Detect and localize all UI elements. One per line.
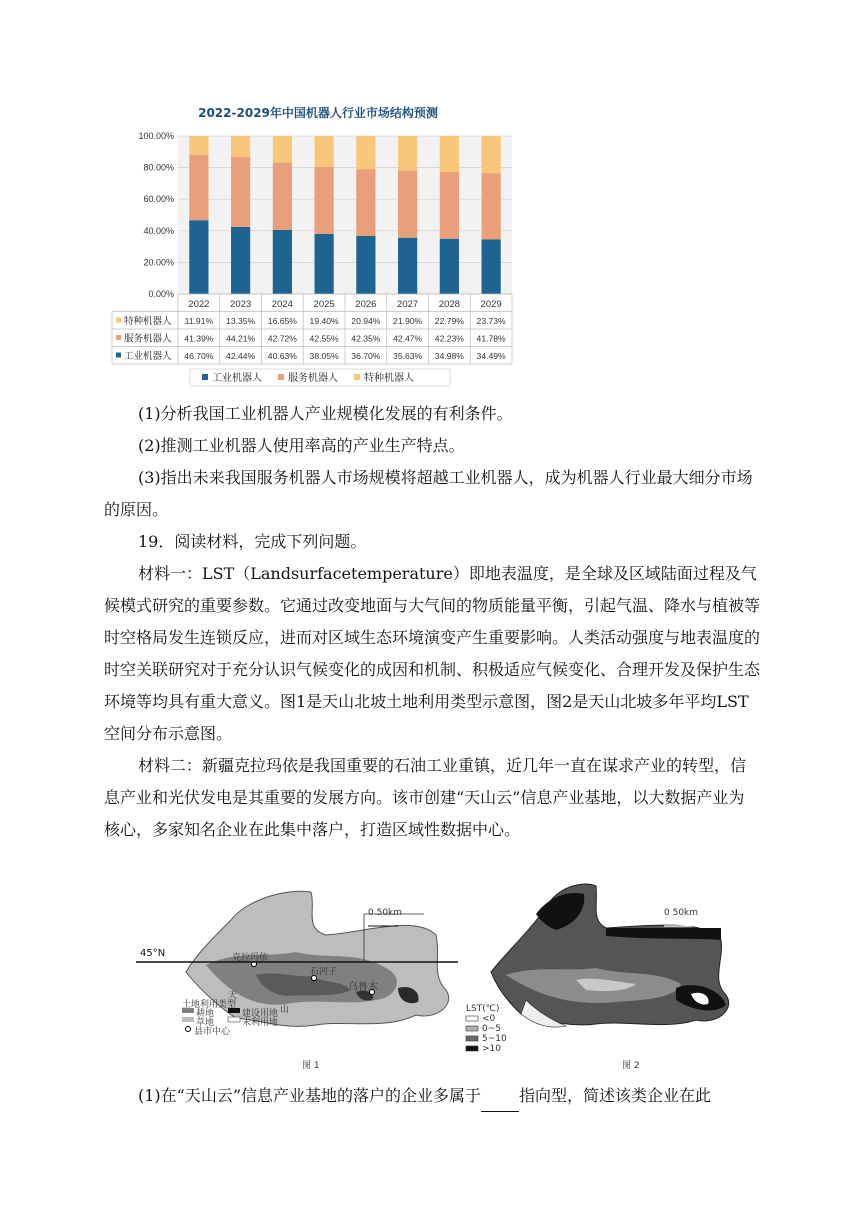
bar-service-2028	[440, 172, 459, 239]
lst-legend-swatch-4	[466, 1046, 478, 1051]
table-series-label: 特种机器人	[124, 316, 172, 327]
fig1-legend-unused: 未利用地	[242, 1018, 279, 1028]
data-label: 20.94%	[351, 316, 381, 326]
question-18-2: (2)推测工业机器人使用率高的产业生产特点。	[138, 436, 465, 455]
table-series-label: 服务机器人	[124, 333, 172, 345]
fig1-place-karamay: 克拉玛依	[232, 953, 269, 963]
x-tick-label: 2027	[397, 299, 419, 310]
chart-title: 2022-2029年中国机器人行业市场结构预测	[198, 106, 438, 120]
data-label: 46.70%	[184, 351, 214, 361]
lst-legend-swatch-2	[466, 1026, 478, 1031]
data-label: 11.91%	[184, 316, 214, 326]
bar-industrial-2022	[189, 220, 208, 294]
bar-service-2029	[482, 173, 501, 239]
legend-swatch	[354, 374, 360, 380]
table-legend-key	[116, 318, 121, 323]
data-label: 13.35%	[226, 316, 256, 326]
data-label: 21.90%	[393, 316, 423, 326]
bar-service-2024	[273, 162, 292, 229]
maps-svg	[136, 880, 756, 1070]
question-19-1-text-a: (1)在“天山云”信息产业基地的落户的企业多属于	[138, 1086, 482, 1105]
fig2-caption: 图 2	[622, 1061, 640, 1071]
bar-industrial-2028	[440, 239, 459, 294]
lst-legend-swatch-3	[466, 1036, 478, 1041]
fig2-scale-label: 0 50km	[664, 908, 699, 918]
bar-service-2023	[231, 157, 250, 227]
material-two: 材料二：新疆克拉玛依是我国重要的石油工业重镇，近几年一直在谋求产业的转型，信息产业和光伏发电是其重要的发展方向。该市创建“天山云”信息产业基地，以大数据产业为核心，多家知名企业在此集中落户，打造区域性数据中心。	[104, 756, 747, 839]
question-18-3: (3)指出未来我国服务机器人市场规模将超越工业机器人，成为机器人行业最大细分市场的原因。	[104, 468, 753, 519]
y-tick-label: 20.00%	[143, 257, 174, 268]
fig1-place-urumqi: 乌鲁木	[348, 982, 378, 993]
data-label: 42.47%	[393, 333, 423, 344]
fig1-caption: 图 1	[302, 1061, 320, 1071]
data-label: 35.63%	[393, 351, 423, 361]
data-label: 22.79%	[434, 316, 464, 326]
fig1-place-shan: 山	[280, 1005, 290, 1015]
y-tick-label: 100.00%	[138, 131, 174, 141]
bar-service-2027	[398, 171, 417, 238]
table-legend-key	[116, 353, 121, 358]
x-tick-label: 2025	[313, 299, 335, 310]
x-tick-label: 2028	[438, 299, 460, 310]
fig1-legend-cropland: 耕地	[196, 1009, 215, 1019]
lst-legend-swatch-1	[466, 1016, 478, 1021]
data-label: 36.70%	[351, 351, 381, 361]
fig2-legend-5-10: 5~10	[482, 1034, 507, 1044]
question-18-1: (1)分析我国工业机器人产业规模化发展的有利条件。	[138, 404, 513, 423]
y-tick-label: 80.00%	[143, 162, 174, 173]
bar-special-2029	[482, 136, 501, 173]
y-tick-label: 60.00%	[143, 194, 174, 205]
fig2-legend-0-5: 0~5	[482, 1024, 501, 1034]
data-label: 42.44%	[226, 351, 256, 361]
legend-label: 工业机器人	[212, 373, 262, 384]
bar-industrial-2027	[398, 238, 417, 294]
material-one: 材料一：LST（Landsurfacetemperature）即地表温度，是全球及区域陆面过程及气候模式研究的重要参数。它通过改变地面与大气间的物质能量平衡，引起气温、降水与植被等时空格局发生连锁反应，进而对区域生态环境演变产生重要影响。人类活动强度与地表温度的时空关联研究对于充分认识气候变化的成因和机制、积极适应气候变化、合理开发及保护生态环境等均具有重大意义。图1是天山北坡土地利用类型示意图，图2是天山北坡多年平均LST空间分布示意图。	[104, 564, 761, 743]
data-label: 41.78%	[476, 333, 506, 344]
data-label: 34.98%	[434, 351, 464, 361]
data-label: 34.49%	[476, 351, 506, 361]
latitude-label: 45°N	[140, 948, 166, 959]
data-label: 41.39%	[184, 333, 214, 344]
x-tick-label: 2029	[480, 299, 502, 310]
legend-label: 特种机器人	[364, 373, 414, 384]
bar-special-2027	[398, 136, 417, 171]
bar-service-2025	[315, 167, 334, 234]
bar-special-2025	[315, 136, 334, 167]
data-label: 19.40%	[309, 316, 339, 326]
x-tick-label: 2023	[230, 299, 252, 310]
x-tick-label: 2022	[188, 299, 210, 310]
fig1-legend-title: 土地利用类型	[182, 1000, 237, 1010]
bar-service-2026	[356, 169, 375, 236]
bar-special-2028	[440, 136, 459, 172]
bar-service-2022	[189, 155, 208, 220]
fig1-place-shihezi: 石河子	[310, 967, 338, 977]
data-label: 38.05%	[309, 351, 339, 361]
data-label: 42.35%	[351, 333, 381, 344]
bar-industrial-2024	[273, 230, 292, 294]
figure-1-map	[136, 891, 458, 1031]
bar-industrial-2023	[231, 227, 250, 294]
fig1-scale-label: 0 50km	[368, 908, 403, 918]
question-19-1-text-b: 指向型，简述该类企业在此	[519, 1086, 712, 1105]
fig2-legend-title: LST(℃)	[466, 1004, 500, 1014]
bar-industrial-2026	[356, 236, 375, 294]
data-label: 42.55%	[309, 333, 339, 344]
answer-blank[interactable]	[481, 1093, 519, 1112]
bar-special-2023	[231, 136, 250, 157]
legend-swatch	[202, 374, 208, 380]
plot-area	[178, 136, 512, 294]
table-series-label: 工业机器人	[124, 351, 172, 362]
x-tick-label: 2024	[271, 299, 293, 310]
x-tick-label: 2026	[355, 299, 377, 310]
data-label: 23.73%	[476, 316, 506, 326]
fig1-legend-built-up: 建设用地	[242, 1009, 279, 1019]
market-structure-chart	[110, 96, 526, 394]
fig1-legend-grassland: 草地	[196, 1018, 215, 1028]
bar-industrial-2025	[315, 234, 334, 294]
data-label: 42.23%	[434, 333, 464, 344]
y-tick-label: 40.00%	[143, 225, 174, 236]
figures-area	[136, 880, 756, 1070]
table-legend-key	[116, 335, 121, 340]
fig1-legend-county-center: 县市中心	[194, 1027, 231, 1037]
fig2-legend-gt10: >10	[482, 1044, 501, 1054]
bar-industrial-2029	[482, 240, 501, 294]
data-label: 42.72%	[267, 333, 297, 344]
data-label: 40.63%	[267, 351, 297, 361]
chart-svg	[110, 96, 526, 394]
legend-label: 服务机器人	[288, 373, 338, 384]
question-19-1	[104, 1080, 760, 1112]
bar-special-2024	[273, 136, 292, 162]
y-tick-label: 0.00%	[148, 289, 174, 299]
legend-swatch	[278, 374, 284, 380]
data-label: 16.65%	[267, 316, 297, 326]
bar-special-2022	[189, 136, 208, 155]
fig1-place-tian: 天	[228, 991, 238, 1001]
bar-special-2026	[356, 136, 375, 169]
question-19-heading: 19．阅读材料，完成下列问题。	[138, 532, 367, 551]
data-label: 44.21%	[226, 333, 256, 344]
fig2-legend-lt0: <0	[482, 1014, 496, 1024]
